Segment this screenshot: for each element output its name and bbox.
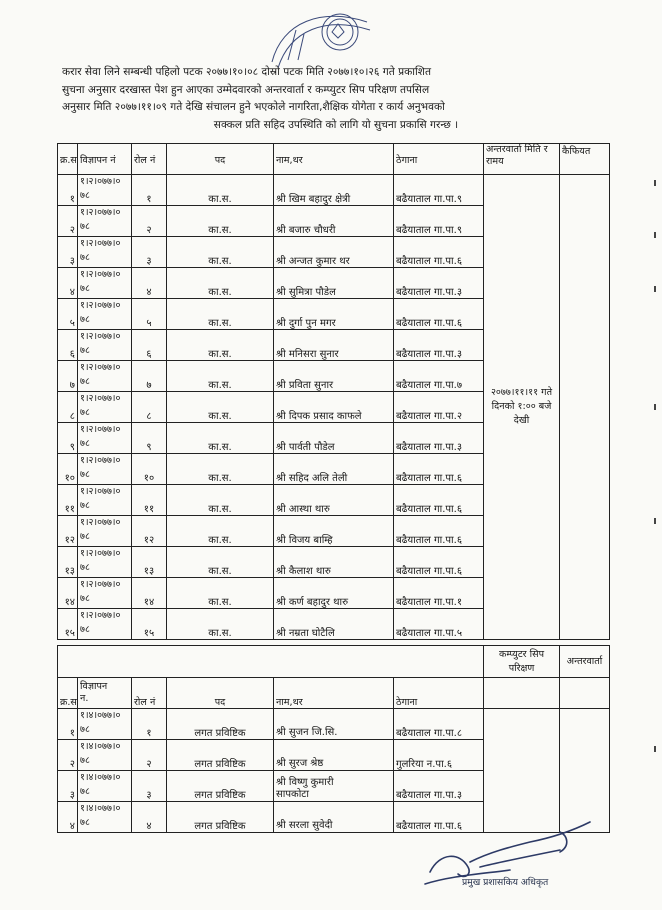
candidates-table-1: [57, 143, 610, 640]
row-advertisement-no: [78, 206, 132, 237]
notice-intro: [62, 64, 610, 134]
table2-header-row: [58, 678, 610, 709]
row-post: का.स.: [167, 206, 274, 237]
row-advertisement-no: [78, 516, 132, 547]
row-adv-line-2: ७८: [80, 562, 90, 573]
row-post: का.स.: [167, 578, 274, 609]
row-adv-line-1: १।२।०७७।०: [80, 331, 121, 342]
row-address: बढैयाताल गा.पा.३: [394, 330, 484, 361]
row-adv-line-1: १।४।०७७।०: [80, 710, 121, 721]
header-address: ठेगाना: [394, 144, 484, 175]
row-adv-line-1: १।२।०७७।०: [80, 300, 121, 311]
row-adv-line-2: ७८: [80, 407, 90, 418]
row-address: बढैयाताल गा.पा.९: [394, 206, 484, 237]
row-address: बढैयाताल गा.पा.६: [394, 516, 484, 547]
remarks-cell: [560, 175, 610, 640]
row-sn: १: [58, 175, 78, 206]
row-sn: ३: [58, 771, 78, 802]
row-name: श्री दिपक प्रसाद काफले: [274, 392, 394, 423]
margin-mark: [654, 518, 656, 524]
row-advertisement-no: [78, 237, 132, 268]
row-post: का.स.: [167, 237, 274, 268]
row-name: श्री कर्ण बहादुर थारु: [274, 578, 394, 609]
row-adv-line-2: ७८: [80, 345, 90, 356]
row-roll-no: ५: [132, 299, 167, 330]
row-post: का.स.: [167, 268, 274, 299]
row-name-line-1: श्री विष्णु कुमारी: [276, 777, 334, 788]
row-sn: १: [58, 709, 78, 740]
row-name: [274, 709, 394, 740]
row-sn: ९: [58, 423, 78, 454]
row-sn: १२: [58, 516, 78, 547]
row-post: लगत प्रविष्टिक: [167, 740, 274, 771]
row-adv-line-2: ७८: [80, 624, 90, 635]
row-adv-line-1: १।२।०७७।०: [80, 548, 121, 559]
t2-header-post: पद: [167, 678, 274, 709]
row-roll-no: ३: [132, 771, 167, 802]
margin-mark: [654, 746, 656, 752]
row-roll-no: ३: [132, 237, 167, 268]
header-interview-datetime: अन्तरवार्ता मिति र रामय: [484, 144, 560, 175]
row-adv-line-1: १।२।०७७।०: [80, 579, 121, 590]
row-advertisement-no: [78, 578, 132, 609]
row-adv-line-1: १।४।०७७।०: [80, 803, 121, 814]
row-advertisement-no: [78, 547, 132, 578]
row-roll-no: १: [132, 709, 167, 740]
signatory-title: प्रमुख प्रशासकिय अधिकृत: [462, 877, 549, 888]
row-roll-no: ६: [132, 330, 167, 361]
row-address: बढैयाताल गा.पा.६: [394, 485, 484, 516]
header-sn: क्र.स: [58, 144, 78, 175]
row-adv-line-2: ७८: [80, 724, 90, 735]
t2-header-advertisement: [78, 678, 132, 709]
row-adv-line-2: ७८: [80, 252, 90, 263]
header-name: नाम,थर: [274, 144, 394, 175]
row-address: बढैयाताल गा.पा.८: [394, 709, 484, 740]
row-adv-line-2: ७८: [80, 438, 90, 449]
row-roll-no: १३: [132, 547, 167, 578]
t2-header-sn: क्र.स: [58, 678, 78, 709]
row-adv-line-2: ७८: [80, 755, 90, 766]
row-sn: २: [58, 206, 78, 237]
row-post: का.स.: [167, 361, 274, 392]
row-roll-no: ८: [132, 392, 167, 423]
row-name-line-1: श्री सुरज श्रेष्ठ: [276, 758, 324, 769]
row-adv-line-1: १।२।०७७।०: [80, 238, 121, 249]
row-adv-line-1: १।२।०७७।०: [80, 486, 121, 497]
row-adv-line-1: १।२।०७७।०: [80, 176, 121, 187]
row-name: श्री पार्वती पौडेल: [274, 423, 394, 454]
row-advertisement-no: [78, 609, 132, 640]
row-adv-line-1: १।२।०७७।०: [80, 424, 121, 435]
row-post: का.स.: [167, 547, 274, 578]
t2-header-adv-1: विज्ञापन: [80, 681, 108, 692]
row-roll-no: १: [132, 175, 167, 206]
row-post: का.स.: [167, 516, 274, 547]
row-roll-no: १०: [132, 454, 167, 485]
row-roll-no: १२: [132, 516, 167, 547]
t2-header-roll: रोल नं: [132, 678, 167, 709]
row-sn: ४: [58, 268, 78, 299]
row-post: लगत प्रविष्टिक: [167, 771, 274, 802]
row-sn: ३: [58, 237, 78, 268]
row-advertisement-no: [78, 423, 132, 454]
row-sn: १४: [58, 578, 78, 609]
row-post: लगत प्रविष्टिक: [167, 802, 274, 833]
row-roll-no: १४: [132, 578, 167, 609]
row-name: श्री सुमित्रा पौडेल: [274, 268, 394, 299]
row-adv-line-2: ७८: [80, 500, 90, 511]
row-roll-no: २: [132, 206, 167, 237]
row-name: [274, 771, 394, 802]
row-advertisement-no: [78, 802, 132, 833]
row-roll-no: ४: [132, 802, 167, 833]
row-name-line-1: श्री सरला सुवेदी: [276, 820, 333, 831]
row-roll-no: १५: [132, 609, 167, 640]
row-roll-no: ४: [132, 268, 167, 299]
row-sn: १५: [58, 609, 78, 640]
table1-header-row: [58, 144, 610, 175]
row-adv-line-2: ७८: [80, 593, 90, 604]
row-adv-line-1: १।२।०७७।०: [80, 393, 121, 404]
row-adv-line-2: ७८: [80, 314, 90, 325]
header-computer-test: कम्प्युटर सिप परिक्षण: [484, 646, 560, 678]
row-name: [274, 740, 394, 771]
row-adv-line-2: ७८: [80, 469, 90, 480]
row-name-line-2: सापकोटा: [276, 789, 309, 800]
header-interview: अन्तरवार्ता: [560, 646, 610, 678]
row-adv-line-2: ७८: [80, 190, 90, 201]
row-post: का.स.: [167, 423, 274, 454]
row-name: [274, 802, 394, 833]
t2-header-address: ठेगाना: [394, 678, 484, 709]
table1-body: [58, 175, 610, 640]
t2-header-name: नाम,थर: [274, 678, 394, 709]
row-advertisement-no: [78, 268, 132, 299]
row-address: बढैयाताल गा.पा.१: [394, 578, 484, 609]
row-name-line-1: श्री सुजन जि.सि.: [276, 727, 338, 738]
row-adv-line-2: ७८: [80, 786, 90, 797]
row-sn: ४: [58, 802, 78, 833]
row-name: श्री नम्रता घोटैलि: [274, 609, 394, 640]
margin-mark: [654, 180, 656, 186]
row-post: का.स.: [167, 330, 274, 361]
row-roll-no: ९: [132, 423, 167, 454]
row-sn: १०: [58, 454, 78, 485]
row-roll-no: ११: [132, 485, 167, 516]
row-address: बढैयाताल गा.पा.९: [394, 175, 484, 206]
row-adv-line-1: १।२।०७७।०: [80, 610, 121, 621]
table2-top-row: [58, 646, 610, 678]
row-sn: २: [58, 740, 78, 771]
row-advertisement-no: [78, 740, 132, 771]
row-adv-line-2: ७८: [80, 283, 90, 294]
row-address: बढैयाताल गा.पा.३: [394, 771, 484, 802]
row-advertisement-no: [78, 485, 132, 516]
header-post: पद: [167, 144, 274, 175]
candidates-table-2: [57, 645, 610, 833]
row-address: बढैयाताल गा.पा.५: [394, 609, 484, 640]
row-post: का.स.: [167, 609, 274, 640]
row-advertisement-no: [78, 454, 132, 485]
row-address: बढैयाताल गा.पा.२: [394, 392, 484, 423]
row-advertisement-no: [78, 299, 132, 330]
margin-mark: [654, 404, 656, 410]
row-address: बढैयाताल गा.पा.३: [394, 423, 484, 454]
row-name: श्री आस्था थारु: [274, 485, 394, 516]
row-advertisement-no: [78, 392, 132, 423]
margin-mark: [654, 286, 656, 292]
row-adv-line-1: १।२।०७७।०: [80, 362, 121, 373]
row-sn: ७: [58, 361, 78, 392]
row-adv-line-2: ७८: [80, 817, 90, 828]
row-adv-line-2: ७८: [80, 531, 90, 542]
row-address: बढैयाताल गा.पा.३: [394, 268, 484, 299]
header-remarks: कैफियत: [560, 144, 610, 175]
row-post: का.स.: [167, 392, 274, 423]
margin-mark: [654, 232, 656, 238]
row-adv-line-1: १।४।०७७।०: [80, 772, 121, 783]
table2-top-blank: [58, 646, 484, 678]
row-address: बढैयाताल गा.पा.६: [394, 454, 484, 485]
row-name: श्री दुर्गा पुन मगर: [274, 299, 394, 330]
row-sn: ५: [58, 299, 78, 330]
interview-schedule: २०७७।११।११ गते दिनको १:०० बजे देखी: [484, 175, 560, 640]
row-name: श्री मनिसरा सुनार: [274, 330, 394, 361]
row-post: का.स.: [167, 299, 274, 330]
t2-header-adv-2: न.: [80, 693, 89, 704]
row-advertisement-no: [78, 330, 132, 361]
t2-header-interview-blank: [560, 678, 610, 709]
row-address: गुलरिया न.पा.६: [394, 740, 484, 771]
row-name: श्री विजय बाम्हि: [274, 516, 394, 547]
intro-line-4: सक्कल प्रति सहिद उपस्थिति को लागि यो सुचना प्रकासि गरन्छ ।: [213, 118, 459, 131]
row-address: बढैयाताल गा.पा.६: [394, 802, 484, 833]
row-sn: ८: [58, 392, 78, 423]
row-adv-line-1: १।४।०७७।०: [80, 741, 121, 752]
row-address: बढैयाताल गा.पा.६: [394, 547, 484, 578]
intro-line-3: अनुसार मिति २०७७।११।०९ गते देखि संचालन हुने भएकोले नागरिता,शैक्षिक योगेता र कार्य अनुभवको: [62, 101, 445, 113]
row-post: का.स.: [167, 175, 274, 206]
row-adv-line-1: १।२।०७७।०: [80, 517, 121, 528]
row-name: श्री कैलाश थारु: [274, 547, 394, 578]
row-post: लगत प्रविष्टिक: [167, 709, 274, 740]
row-sn: ११: [58, 485, 78, 516]
table-row: [58, 709, 610, 740]
row-adv-line-1: १।२।०७७।०: [80, 269, 121, 280]
signature-mark: [410, 812, 600, 907]
row-advertisement-no: [78, 175, 132, 206]
row-address: बढैयाताल गा.पा.६: [394, 237, 484, 268]
row-name: श्री प्रविता सुनार: [274, 361, 394, 392]
row-name: श्री सहिद अलि तेली: [274, 454, 394, 485]
row-roll-no: २: [132, 740, 167, 771]
row-adv-line-2: ७८: [80, 221, 90, 232]
row-name: श्री बजारु चौधरी: [274, 206, 394, 237]
row-advertisement-no: [78, 709, 132, 740]
intro-line-2: सुचना अनुसार दरखास्त पेश हुन आएका उम्मेदवारको अन्तरवार्ता र कम्प्युटर सिप परिक्षण तपसिल: [62, 83, 430, 96]
t2-header-computer-blank: [484, 678, 560, 709]
header-roll-no: रोल नं: [132, 144, 167, 175]
row-adv-line-1: १।२।०७७।०: [80, 455, 121, 466]
intro-line-1: करार सेवा लिने सम्बन्धी पहिलो पटक २०७७।१०।०८ दोस्रो पटक मिति २०७७।१०।२६ गते प्रकाशित: [62, 66, 432, 78]
row-advertisement-no: [78, 771, 132, 802]
row-name: श्री खिम बहादुर क्षेत्री: [274, 175, 394, 206]
row-post: का.स.: [167, 485, 274, 516]
row-advertisement-no: [78, 361, 132, 392]
header-advertisement-no: विज्ञापन नं: [78, 144, 132, 175]
row-post: का.स.: [167, 454, 274, 485]
row-roll-no: ७: [132, 361, 167, 392]
row-adv-line-2: ७८: [80, 376, 90, 387]
row-sn: १३: [58, 547, 78, 578]
row-address: बढैयाताल गा.पा.७: [394, 361, 484, 392]
row-address: बढैयाताल गा.पा.६: [394, 299, 484, 330]
row-sn: ६: [58, 330, 78, 361]
row-name: श्री अन्जत कुमार थर: [274, 237, 394, 268]
row-adv-line-1: १।२।०७७।०: [80, 207, 121, 218]
table-row: [58, 175, 610, 206]
